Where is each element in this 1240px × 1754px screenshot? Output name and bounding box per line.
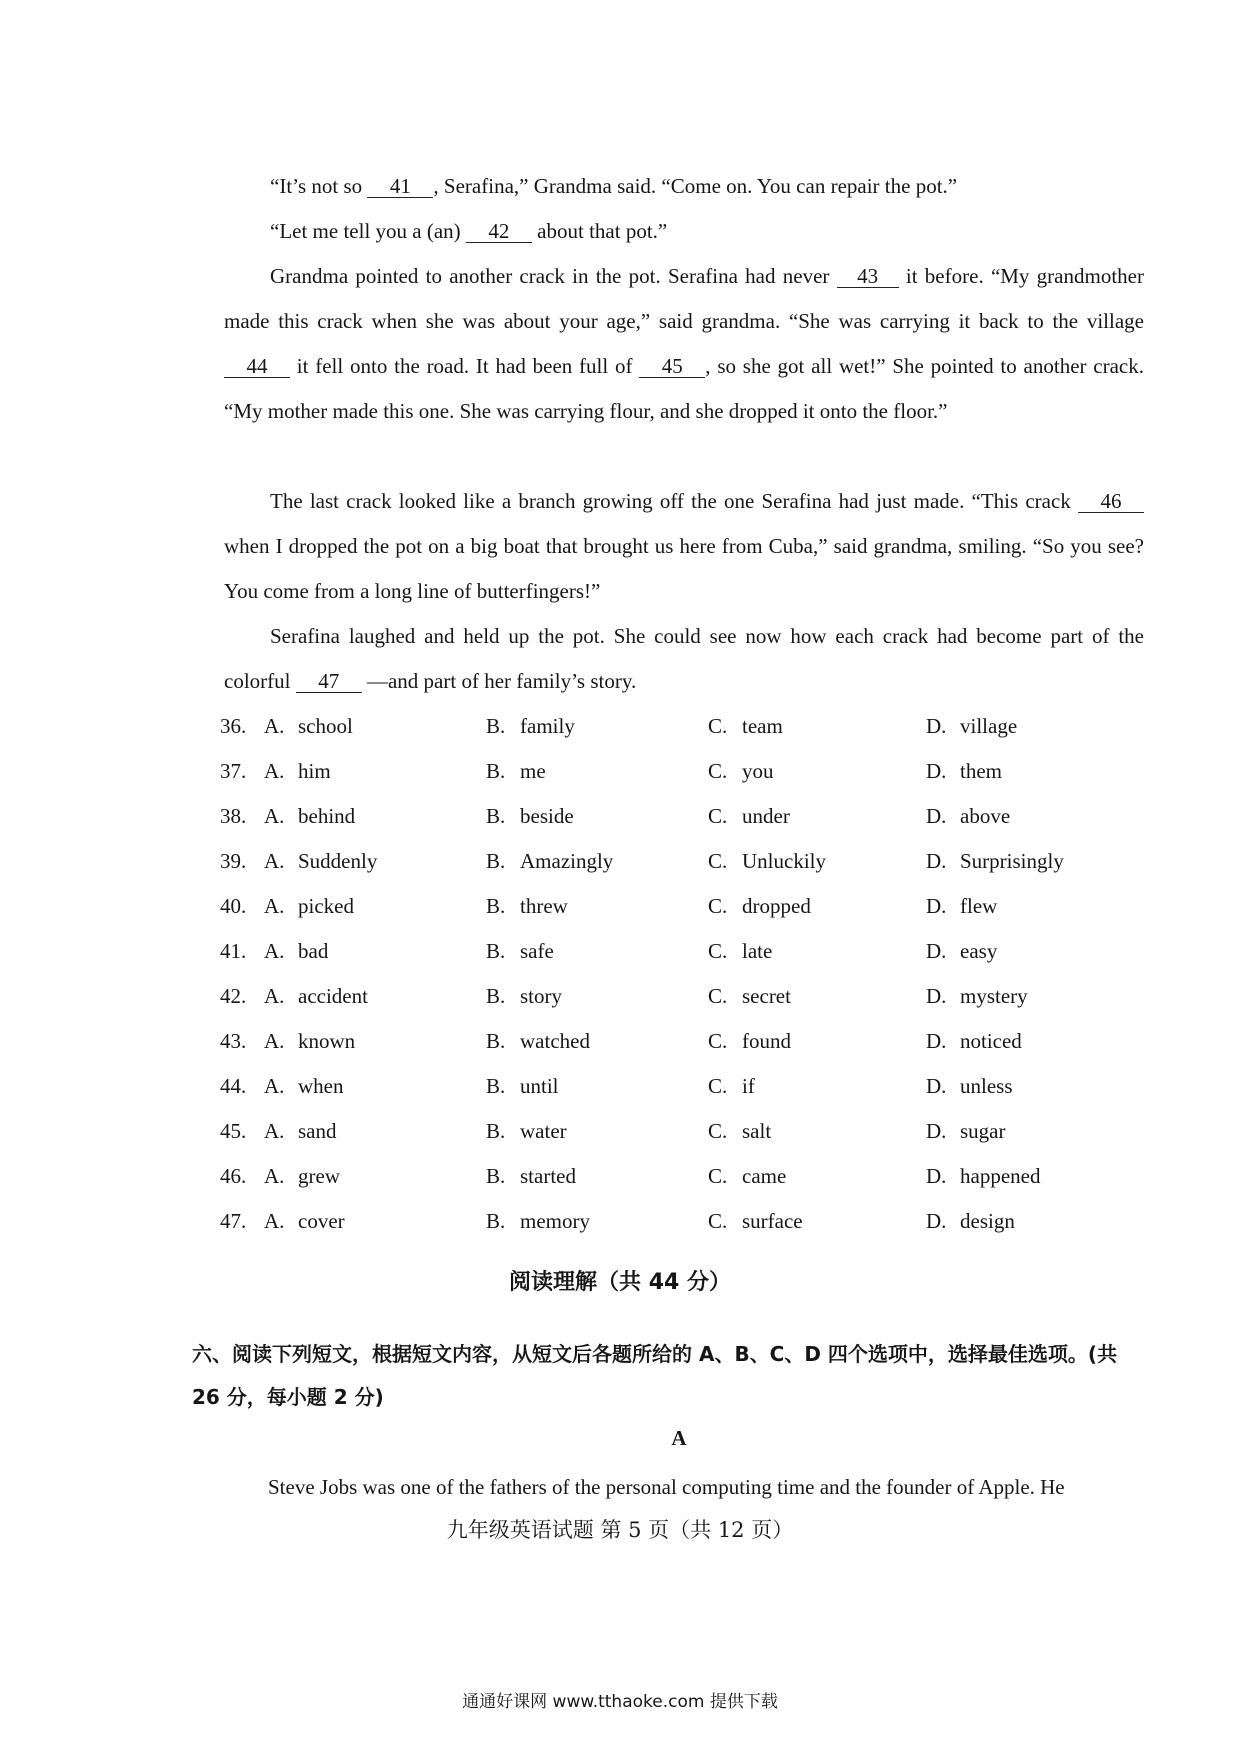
option-d (926, 1109, 1006, 1154)
option-letter: A. (264, 1209, 285, 1233)
option-b (486, 884, 568, 929)
option-text: Suddenly (298, 849, 378, 873)
option-b (486, 929, 554, 974)
blank-41: 41 (367, 175, 433, 198)
question-number: 45. (220, 1119, 247, 1143)
blank-46: 46 (1078, 490, 1144, 513)
option-a (264, 1019, 355, 1064)
question-number: 43. (220, 1029, 247, 1053)
option-text: family (520, 714, 575, 738)
download-credit: 通通好课网 www.tthaoke.com 提供下载 (462, 1692, 778, 1712)
option-letter: A. (264, 984, 285, 1008)
option-text: village (960, 714, 1018, 738)
option-text: grew (298, 1164, 340, 1188)
option-letter: B. (486, 984, 506, 1008)
option-letter: D. (926, 1209, 947, 1233)
option-row (220, 929, 1120, 974)
page-footer: 九年级英语试题 第 5 页（共 12 页） (446, 1518, 794, 1542)
passage-paragraph-3 (224, 254, 1144, 434)
option-b (486, 1019, 590, 1064)
option-d (926, 794, 1010, 839)
option-text: dropped (742, 894, 811, 918)
option-letter: D. (926, 714, 947, 738)
option-text: school (298, 714, 353, 738)
option-d (926, 839, 1064, 884)
option-text: you (742, 759, 774, 783)
option-text: water (520, 1119, 567, 1143)
option-letter: A. (264, 894, 285, 918)
option-letter: C. (708, 759, 728, 783)
instruction: 六、阅读下列短文，根据短文内容，从短文后各题所给的 A、B、C、D 四个选项中，选择最佳选项。(共 26 分，每小题 2 分) (192, 1342, 1118, 1409)
option-row (220, 1109, 1120, 1154)
question-number: 40. (220, 894, 247, 918)
option-text: threw (520, 894, 568, 918)
option-letter: A. (264, 804, 285, 828)
blank-44: 44 (224, 355, 290, 378)
passage-label: A (671, 1426, 687, 1450)
passage-a-text: Steve Jobs was one of the fathers of the personal computing time and the founder of Apple. He (268, 1475, 1065, 1499)
option-a (264, 1109, 337, 1154)
option-letter: D. (926, 1119, 947, 1143)
option-text: Unluckily (742, 849, 826, 873)
option-a (264, 974, 368, 1019)
option-row (220, 1064, 1120, 1109)
option-letter: D. (926, 894, 947, 918)
passage-paragraph-5 (224, 614, 1144, 704)
blank-43: 43 (837, 265, 899, 288)
option-text: team (742, 714, 783, 738)
option-c (708, 1199, 803, 1244)
option-letter: D. (926, 1074, 947, 1098)
option-b (486, 1064, 559, 1109)
option-letter: C. (708, 714, 728, 738)
passage-text: Serafina laughed and held up the pot. She could see now how each crack had become part of the colorful (224, 624, 1144, 693)
option-text: mystery (960, 984, 1028, 1008)
question-number: 47. (220, 1209, 247, 1233)
question-number: 44. (220, 1074, 247, 1098)
option-letter: B. (486, 1119, 506, 1143)
option-text: sugar (960, 1119, 1006, 1143)
question-number: 42. (220, 984, 247, 1008)
option-c (708, 929, 772, 974)
passage-text: , so she got all wet!” She pointed to another crack. “My mother made this one. She was carrying flour, and she dropped it onto the floor.” (224, 354, 1144, 423)
passage-text: The last crack looked like a branch growing off the one Serafina had just made. “This crack (270, 489, 1078, 513)
option-text: found (742, 1029, 791, 1053)
passage-text: “Let me tell you a (an) (270, 219, 466, 243)
option-text: behind (298, 804, 356, 828)
passage-paragraph-2 (224, 209, 1144, 254)
option-d (926, 704, 1017, 749)
option-letter: B. (486, 939, 506, 963)
option-d (926, 1199, 1015, 1244)
option-a (264, 1064, 344, 1109)
option-c (708, 884, 811, 929)
option-letter: B. (486, 894, 506, 918)
option-d (926, 1064, 1013, 1109)
option-text: me (520, 759, 546, 783)
option-letter: D. (926, 1164, 947, 1188)
option-row (220, 1154, 1120, 1199)
option-d (926, 974, 1028, 1019)
passage-text: Grandma pointed to another crack in the pot. Serafina had never (270, 264, 837, 288)
option-text: Amazingly (520, 849, 614, 873)
question-number: 37. (220, 759, 247, 783)
option-text: cover (298, 1209, 345, 1233)
option-a (264, 929, 328, 974)
option-letter: C. (708, 1164, 728, 1188)
option-b (486, 749, 546, 794)
option-row (220, 839, 1120, 884)
option-row (220, 1199, 1120, 1244)
option-letter: B. (486, 804, 506, 828)
passage-text: —and part of her family’s story. (361, 669, 637, 693)
option-text: sand (298, 1119, 337, 1143)
option-d (926, 1154, 1040, 1199)
option-letter: A. (264, 1029, 285, 1053)
option-letter: C. (708, 1029, 728, 1053)
option-b (486, 1154, 576, 1199)
option-text: them (960, 759, 1002, 783)
option-text: salt (742, 1119, 772, 1143)
option-text: started (520, 1164, 576, 1188)
option-text: Surprisingly (960, 849, 1064, 873)
option-a (264, 839, 377, 884)
option-row (220, 974, 1120, 1019)
option-a (264, 1199, 345, 1244)
option-c (708, 1109, 771, 1154)
option-letter: A. (264, 1074, 285, 1098)
option-text: memory (520, 1209, 590, 1233)
option-text: noticed (960, 1029, 1022, 1053)
option-text: under (742, 804, 790, 828)
passage-text: when I dropped the pot on a big boat that brought us here from Cuba,” said grandma, smiling. “So you see? You come from a long line of butterfingers!” (224, 534, 1144, 603)
option-row (220, 884, 1120, 929)
passage-text: , Serafina,” Grandma said. “Come on. You can repair the pot.” (433, 174, 958, 198)
option-c (708, 749, 774, 794)
option-text: secret (742, 984, 791, 1008)
options-list (220, 704, 1120, 1244)
option-text: design (960, 1209, 1015, 1233)
passage-text: it before. “My grandmother made this crack when she was about your age,” said grandma. “She was carrying it back to the village (224, 264, 1144, 333)
option-text: story (520, 984, 562, 1008)
option-letter: A. (264, 714, 285, 738)
option-c (708, 1064, 755, 1109)
question-number: 36. (220, 714, 247, 738)
question-number: 46. (220, 1164, 247, 1188)
option-row (220, 749, 1120, 794)
passage-text: about that pot.” (531, 219, 668, 243)
option-c (708, 1154, 786, 1199)
option-a (264, 884, 354, 929)
option-letter: C. (708, 894, 728, 918)
option-letter: D. (926, 804, 947, 828)
option-letter: B. (486, 1029, 506, 1053)
option-text: picked (298, 894, 354, 918)
option-letter: B. (486, 1164, 506, 1188)
option-text: when (298, 1074, 344, 1098)
option-letter: B. (486, 1209, 506, 1233)
option-a (264, 794, 355, 839)
option-text: bad (298, 939, 329, 963)
option-row (220, 704, 1120, 749)
option-letter: A. (264, 1164, 285, 1188)
option-letter: D. (926, 939, 947, 963)
option-text: happened (960, 1164, 1041, 1188)
option-letter: C. (708, 1209, 728, 1233)
option-letter: A. (264, 849, 285, 873)
passage-text: “It’s not so (270, 174, 368, 198)
option-text: known (298, 1029, 356, 1053)
option-c (708, 839, 826, 884)
option-letter: A. (264, 1119, 285, 1143)
option-letter: D. (926, 759, 947, 783)
option-b (486, 704, 575, 749)
option-letter: C. (708, 1119, 728, 1143)
option-letter: A. (264, 939, 285, 963)
option-letter: D. (926, 984, 947, 1008)
option-c (708, 704, 783, 749)
section-title: 阅读理解（共 44 分） (509, 1270, 731, 1295)
option-letter: B. (486, 1074, 506, 1098)
option-text: if (742, 1074, 755, 1098)
option-letter: C. (708, 849, 728, 873)
option-text: watched (520, 1029, 590, 1053)
passage-paragraph-1 (224, 164, 1144, 209)
option-text: safe (520, 939, 554, 963)
option-text: came (742, 1164, 787, 1188)
passage-paragraph-4 (224, 479, 1144, 614)
option-text: surface (742, 1209, 803, 1233)
option-letter: B. (486, 714, 506, 738)
option-text: easy (960, 939, 998, 963)
option-c (708, 1019, 791, 1064)
option-d (926, 929, 997, 974)
option-text: unless (960, 1074, 1013, 1098)
option-letter: D. (926, 1029, 947, 1053)
option-a (264, 704, 353, 749)
option-a (264, 749, 331, 794)
option-letter: C. (708, 939, 728, 963)
blank-45: 45 (639, 355, 705, 378)
option-letter: B. (486, 759, 506, 783)
blank-42: 42 (466, 220, 532, 243)
question-number: 38. (220, 804, 247, 828)
option-c (708, 974, 791, 1019)
option-a (264, 1154, 340, 1199)
question-number: 39. (220, 849, 247, 873)
option-text: flew (960, 894, 998, 918)
option-text: accident (298, 984, 368, 1008)
option-b (486, 839, 613, 884)
passage-text: it fell onto the road. It had been full of (290, 354, 640, 378)
option-b (486, 1199, 590, 1244)
option-text: above (960, 804, 1011, 828)
option-text: until (520, 1074, 559, 1098)
option-d (926, 749, 1002, 794)
option-b (486, 974, 562, 1019)
option-d (926, 884, 997, 929)
option-b (486, 794, 574, 839)
option-letter: C. (708, 1074, 728, 1098)
option-c (708, 794, 790, 839)
option-text: him (298, 759, 331, 783)
option-row (220, 794, 1120, 839)
option-letter: B. (486, 849, 506, 873)
option-b (486, 1109, 567, 1154)
question-number: 41. (220, 939, 247, 963)
option-letter: C. (708, 804, 728, 828)
option-text: beside (520, 804, 574, 828)
option-d (926, 1019, 1022, 1064)
option-letter: A. (264, 759, 285, 783)
option-letter: D. (926, 849, 947, 873)
option-letter: C. (708, 984, 728, 1008)
option-text: late (742, 939, 773, 963)
option-row (220, 1019, 1120, 1064)
blank-47: 47 (296, 670, 362, 693)
